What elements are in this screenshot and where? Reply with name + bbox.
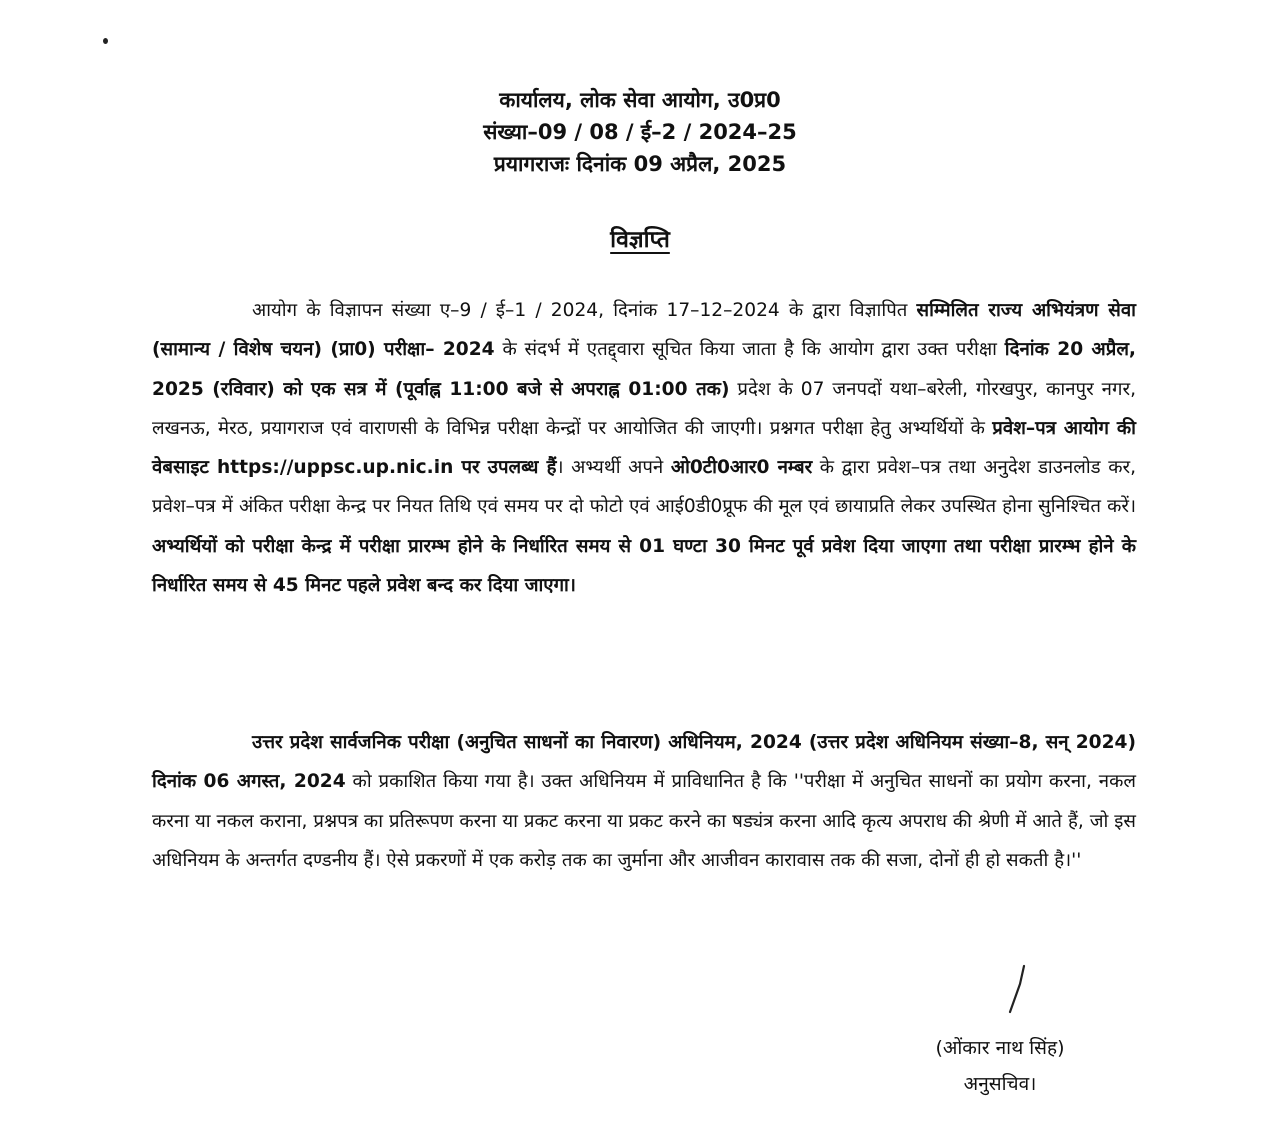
scan-dot <box>103 38 108 44</box>
act-name: उत्तर प्रदेश सार्वजनिक परीक्षा (अनुचित साधनों का निवारण) अधिनियम, 2024 (उत्तर प्रदेश अधिनियम संख्या–8, सन् 2024) दिनांक 06 अगस्त, 2024 <box>152 732 1136 793</box>
reference-number: संख्या–09 / 08 / ई–2 / 2024–25 <box>483 120 797 144</box>
para1-text-5: के द्वारा प्रवेश–पत्र तथा अनुदेश डाउनलोड कर, प्रवेश–पत्र में अंकित परीक्षा केन्द्र पर नियत तिथि एवं समय पर दो फोटो एवं आई0डी0प्रूफ की मूल एवं छायाप्रति लेकर उपस्थित होना सुनिश्चित करें। <box>152 457 1136 518</box>
para1-text-3: प्रदेश के 07 जनपदों यथा–बरेली, गोरखपुर, कानपुर नगर, लखनऊ, मेरठ, प्रयागराज एवं वाराणसी के विभिन्न परीक्षा केन्द्रों पर आयोजित की जाएगी। प्रश्नगत परीक्षा हेतु अभ्यर्थियों के <box>152 378 1136 439</box>
paragraph-act-details <box>152 723 1136 880</box>
otr-number: ओ0टी0आर0 नम्बर <box>670 457 813 479</box>
signature-block <box>880 1030 1120 1102</box>
signatory-name: (ओंकार नाथ सिंह) <box>935 1037 1065 1059</box>
exam-name: सम्मिलित राज्य अभियंत्रण सेवा (सामान्य / विशेष चयन) (प्रा0) परीक्षा– 2024 <box>152 300 1136 361</box>
notice-title: विज्ञप्ति <box>610 227 670 253</box>
admit-card-website: प्रवेश–पत्र आयोग की वेबसाइट https://uppsc.up.nic.in पर उपलब्ध हैं <box>152 417 1136 479</box>
entry-timing-rule: अभ्यर्थियों को परीक्षा केन्द्र में परीक्षा प्रारम्भ होने के निर्धारित समय से 01 घण्टा 30 मिनट पूर्व प्रवेश दिया जाएगा तथा परीक्षा प्रारम्भ होने के निर्धारित समय से 45 मिनट पहले प्रवेश बन्द कर दिया जाएगा। <box>152 535 1136 597</box>
signature-mark <box>1000 964 1030 1016</box>
para1-text-2: के संदर्भ में एतद्द्वारा सूचित किया जाता है कि आयोग द्वारा उक्त परीक्षा <box>494 339 1005 361</box>
notice-title-wrapper <box>0 224 1280 256</box>
signatory-designation: अनुसचिव। <box>963 1073 1037 1095</box>
place-and-date: प्रयागराजः दिनांक 09 अप्रैल, 2025 <box>493 152 787 176</box>
para1-text-4: । अभ्यर्थी अपने <box>556 457 671 479</box>
paragraph-exam-details <box>152 291 1136 605</box>
para2-text-1: को प्रकाशित किया गया है। उक्त अधिनियम में प्राविधानित है कि ''परीक्षा में अनुचित साधनों का प्रयोग करना, नकल करना या नकल कराना, प्रश्नपत्र का प्रतिरूपण करना या प्रकट करना या प्रकट करने का षड्यंत्र करना आदि कृत्य अपराध की श्रेणी में आते हैं, जो इस अधिनियम के अन्तर्गत दण्डनीय हैं। ऐसे प्रकरणों में एक करोड़ तक का जुर्माना और आजीवन कारावास तक की सजा, दोनों ही हो सकती है।'' <box>152 771 1136 871</box>
office-name: कार्यालय, लोक सेवा आयोग, उ0प्र0 <box>499 88 781 112</box>
para1-text-1: आयोग के विज्ञापन संख्या ए–9 / ई–1 / 2024, दिनांक 17–12–2024 के द्वारा विज्ञापित <box>252 300 917 321</box>
exam-date-time: दिनांक 20 अप्रैल, 2025 (रविवार) को एक सत्र में (पूर्वाह्न 11:00 बजे से अपराह्न 01:00 तक) <box>152 339 1136 400</box>
document-header <box>0 84 1280 180</box>
